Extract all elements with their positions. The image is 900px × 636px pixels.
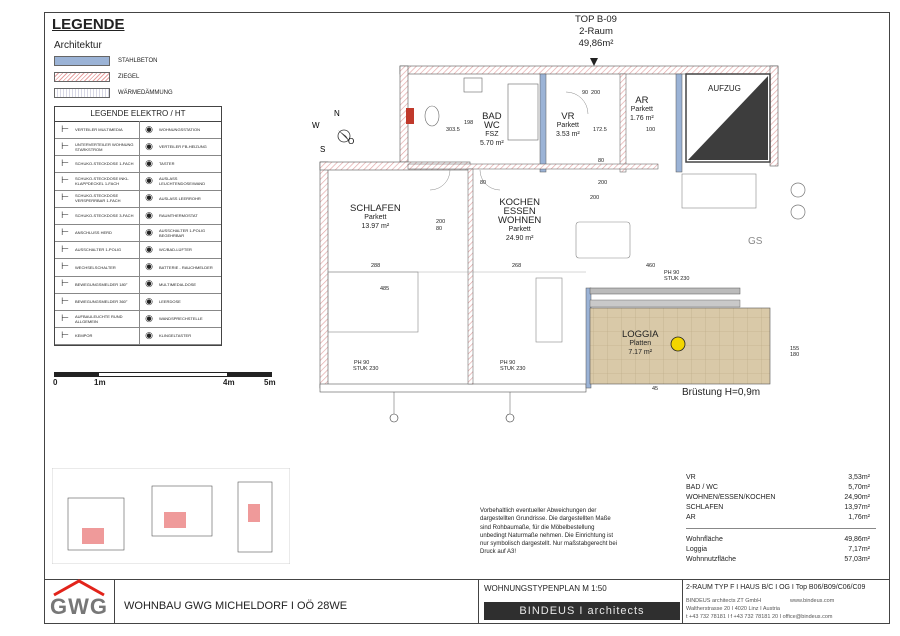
legend-row	[55, 190, 221, 208]
area-total-row	[686, 556, 876, 565]
footer-separator	[114, 579, 115, 624]
room-loggia	[622, 330, 658, 357]
symbol-icon: ⊢	[61, 243, 69, 254]
web-link[interactable]: www.bindeus.com	[790, 598, 835, 604]
unit-type: 2-Raum	[579, 26, 613, 37]
room-vr	[556, 112, 580, 139]
area-label: VR	[686, 474, 696, 481]
room-name: AR	[635, 95, 649, 106]
dimension-label: STUK 230	[664, 276, 690, 282]
room-floor: Parkett	[364, 214, 387, 221]
symbol-icon: ⊢	[61, 209, 69, 220]
symbol-icon: ◉	[145, 312, 153, 323]
railing-label: Brüstung H=0,9m	[682, 387, 761, 398]
area-value: 1,76m²	[848, 514, 870, 521]
legend-row	[55, 207, 221, 225]
room-aufzug	[708, 84, 741, 93]
area-row	[686, 504, 876, 513]
symbol-icon: ◉	[145, 329, 153, 340]
legend-row-right: KLINGELTASTER	[159, 333, 192, 339]
room-area: 24.90 m²	[505, 235, 534, 242]
material-label: STAHLBETON	[118, 58, 158, 64]
area-value: 49,86m²	[844, 536, 870, 543]
elektro-legend-title: LEGENDE ELEKTRO / HT	[55, 107, 221, 122]
legend-row-left: SCHUKO-STECKDOSE INKL. KLAPPDECKEL 1-FACH	[75, 176, 130, 187]
scale-label: 5m	[264, 378, 276, 387]
symbol-icon: ⊢	[61, 329, 69, 340]
legend-row-left: VERTEILER MULTIMEDIA	[75, 127, 123, 132]
room-floor: Parkett	[630, 106, 653, 113]
dimension-label: 303.5	[446, 127, 460, 133]
dimension-label: 288	[371, 263, 381, 269]
symbol-icon: ⊢	[61, 295, 69, 306]
footer-separator	[478, 579, 479, 624]
legend-row-left: BEWEGUNGSMELDER 360°	[75, 299, 128, 304]
footer-separator	[682, 579, 683, 624]
legend-row	[55, 276, 221, 294]
scale-segment	[228, 372, 272, 377]
symbol-icon: ⊢	[61, 157, 69, 168]
svg-text:W: W	[312, 121, 320, 130]
legend-row	[55, 121, 221, 139]
svg-text:S: S	[320, 145, 326, 154]
legend-row-right: AUSLASS LEUCHTENDOSE/WAND	[159, 176, 206, 187]
area-label: BAD / WC	[686, 484, 718, 491]
dimension-label: 268	[512, 263, 522, 269]
room-name: KOCHEN	[499, 197, 540, 208]
swatch-waermedaemmung	[54, 88, 110, 98]
legend-row-right: TASTER	[159, 161, 175, 167]
symbol-icon: ◉	[145, 157, 153, 168]
dimension-label: 198	[464, 120, 474, 126]
contact-line: BINDEUS architects ZT GmbH	[686, 598, 762, 604]
symbol-icon: ⊢	[61, 175, 69, 186]
scale-label: 4m	[223, 378, 235, 387]
room-floor: Parkett	[556, 122, 579, 129]
room-area: 1.76 m²	[630, 115, 654, 122]
symbol-icon: ◉	[145, 226, 153, 237]
architect-brand: BINDEUS I architects	[484, 602, 680, 620]
dimension-label: 80	[480, 180, 487, 186]
dimension-label: 200	[591, 90, 601, 96]
legend-row-right: RAUMTHERMOSTAT	[159, 213, 198, 218]
swatch-stahlbeton	[54, 56, 110, 66]
area-label: WOHNEN/ESSEN/KOCHEN	[686, 494, 776, 501]
unit-area: 49,86m²	[578, 38, 614, 49]
dimension-label: 80	[598, 158, 605, 164]
dimension-label: STUK 230	[500, 366, 526, 372]
swatch-ziegel	[54, 72, 110, 82]
room-name: SCHLAFEN	[350, 203, 401, 214]
area-value: 5,70m²	[848, 484, 870, 491]
area-label: Loggia	[686, 546, 708, 553]
dimension-label: 200	[436, 219, 446, 225]
room-bad	[480, 112, 504, 148]
area-value: 13,97m²	[844, 504, 870, 511]
room-name: WC	[483, 120, 500, 131]
legend-row-right: AUSSCHALTER 1-POLIG BEGEHRBAR	[159, 227, 206, 238]
room-area: 13.97 m²	[361, 223, 390, 230]
unit-title: TOP B-09	[575, 14, 617, 25]
room-area: 5.70 m²	[480, 140, 504, 147]
north-arrow-icon	[312, 109, 354, 154]
area-row	[686, 514, 876, 523]
dimension-label: 90	[582, 90, 589, 96]
plan-type: 2-RAUM TYP F I HAUS B/C I OG I Top B06/B09/C06/C09	[686, 584, 866, 591]
symbol-icon: ◉	[145, 175, 153, 186]
disclaimer-notes: Vorbehaltlich eventueller Abweichungen der dargestellten Grundrisse. Die dargestellten Maße sind Rohbaumaße, für die Möbelbestellung unbedingt Naturmaße nehmen. Die Einrichtung ist nur symbolisch dargestellt. Nur maßstabgerecht bei Druck auf A3!	[480, 508, 618, 556]
area-value: 24,90m²	[844, 494, 870, 501]
dimension-label: STUK 230	[353, 366, 379, 372]
room-floor: FSZ	[485, 131, 499, 138]
dimension-label: PH 90	[664, 270, 680, 276]
symbol-icon: ◉	[145, 243, 153, 254]
legend-row-right: BATTERIE - RAUCHMELDER	[159, 264, 213, 270]
legend-row-left: BEWEGUNGSMELDER 180°	[75, 281, 128, 287]
dimension-label: GS	[748, 236, 763, 247]
legend-row	[55, 259, 221, 277]
architecture-label: Architektur	[54, 40, 102, 51]
legend-row-right: MULTIMEDIA-DOSE	[159, 281, 197, 287]
scale-segment	[98, 372, 228, 377]
room-name: WOHNEN	[498, 215, 542, 226]
dimension-label: 200	[598, 180, 608, 186]
legend-row-right: VERTEILER FB-HEIZUNG	[159, 144, 207, 150]
legend-row	[55, 310, 221, 328]
legend-row	[55, 138, 221, 156]
room-name: AUFZUG	[708, 84, 741, 93]
scale-bar	[54, 372, 272, 377]
symbol-icon: ⊢	[61, 312, 69, 323]
dimension-label: PH 90	[354, 360, 370, 366]
room-name: BAD	[482, 111, 502, 122]
room-schlafen	[350, 204, 401, 231]
area-row	[686, 494, 876, 503]
room-area: 7.17 m²	[628, 349, 653, 356]
dimension-label: 172.5	[593, 127, 607, 133]
symbol-icon: ◉	[145, 192, 153, 203]
dimension-label: PH 90	[500, 360, 516, 366]
area-label: SCHLAFEN	[686, 504, 724, 511]
scale-label: 0	[53, 378, 58, 387]
area-value: 57,03m²	[844, 556, 870, 563]
unit-header	[556, 14, 636, 50]
legend-row	[55, 293, 221, 311]
symbol-icon: ◉	[145, 123, 153, 134]
legend-row-left: SCHUKO-STECKDOSE 3-FACH	[75, 213, 134, 218]
project-title: WOHNBAU GWG MICHELDORF I OÖ 28WE	[124, 600, 348, 612]
dimension-label: 155	[790, 346, 800, 352]
plan-title: WOHNUNGSTYPENPLAN M 1:50	[484, 584, 607, 593]
symbol-icon: ◉	[145, 140, 153, 151]
legend-row	[55, 327, 221, 345]
area-label: Wohnnutzfläche	[686, 556, 737, 563]
dimension-label: 100	[646, 127, 656, 133]
room-area: 3.53 m²	[556, 131, 580, 138]
dimension-label: 45	[652, 386, 659, 392]
area-label: Wohnfläche	[686, 536, 723, 543]
scale-label: 1m	[94, 378, 106, 387]
dimension-label: 80	[436, 226, 443, 232]
svg-text:O: O	[348, 137, 355, 146]
legend-row	[55, 241, 221, 259]
footer-divider	[44, 579, 890, 580]
area-total-row	[686, 546, 876, 555]
legend-row-left: SCHUKO-STECKDOSE VERSPERRBAR 1-FACH	[75, 193, 121, 204]
floor-plan	[300, 52, 810, 432]
room-name: ESSEN	[503, 206, 536, 217]
material-label: WÄRMEDÄMMUNG	[118, 90, 173, 96]
area-value: 3,53m²	[848, 474, 870, 481]
symbol-icon: ⊢	[61, 123, 69, 134]
logo-text: GWG	[50, 594, 108, 619]
legend-row	[55, 224, 221, 242]
gwg-logo	[44, 579, 114, 624]
dimension-label: 200	[590, 195, 600, 201]
dimension-label: 180	[790, 352, 800, 358]
legend-row-left: ANSCHLUSS HERD	[75, 230, 112, 236]
legend-row-left: AUSSCHALTER 1-POLIG	[75, 247, 122, 253]
room-kochen-essen-wohnen	[498, 198, 541, 243]
legend-row-left: KEMPOR	[75, 333, 93, 339]
dimension-label: 485	[380, 286, 390, 292]
area-value: 7,17m²	[848, 546, 870, 553]
room-name: LOGGIA	[622, 329, 659, 340]
elektro-legend	[54, 106, 222, 346]
legend-row	[55, 155, 221, 173]
legend-row-left: AUFBAULEUCHTE RUND ALLGEMEIN	[75, 313, 123, 324]
symbol-icon: ⊢	[61, 226, 69, 237]
symbol-icon: ◉	[145, 295, 153, 306]
contact-line: t +43 732 78181 I f +43 732 78181 20 I office@bindeus.com	[686, 614, 833, 620]
room-ar	[630, 96, 654, 123]
symbol-icon: ◉	[145, 278, 153, 289]
room-floor: Platten	[629, 340, 652, 347]
legend-row-right: AUSLASS LEERROHR	[159, 195, 201, 201]
legend-divider	[139, 121, 140, 345]
legend-row-left: UNTERVERTEILER WOHNUNG STARKSTROM	[75, 141, 134, 152]
symbol-icon: ⊢	[61, 278, 69, 289]
area-label: AR	[686, 514, 696, 521]
legend-row-right: LEERDOSE	[159, 299, 181, 304]
legend-row-right: WOHNUNGSSTATION	[159, 127, 200, 132]
building-overview	[52, 468, 290, 564]
legend-row-right: WANDSPRECHSTELLE	[159, 316, 203, 322]
dimension-label: 460	[646, 263, 656, 269]
area-divider	[686, 528, 876, 529]
legend-row	[55, 173, 221, 191]
legend-row-right: WC/BAD-LÜFTER	[159, 247, 192, 253]
symbol-icon: ◉	[145, 261, 153, 272]
legend-title: LEGENDE	[52, 16, 125, 33]
symbol-icon: ⊢	[61, 140, 69, 151]
room-floor: Parkett	[508, 226, 531, 233]
contact-line: Waltherstrasse 20 I 4020 Linz I Austria	[686, 606, 780, 612]
symbol-icon: ⊢	[61, 261, 69, 272]
area-row	[686, 474, 876, 483]
area-total-row	[686, 536, 876, 545]
symbol-icon: ⊢	[61, 192, 69, 203]
material-label: ZIEGEL	[118, 74, 140, 80]
area-row	[686, 484, 876, 493]
scale-segment	[54, 372, 98, 377]
legend-row-left: SCHUKO-STECKDOSE 1-FACH	[75, 161, 134, 167]
room-name: VR	[561, 111, 575, 122]
legend-row-left: WECHSELSCHALTER	[75, 264, 116, 270]
symbol-icon: ◉	[145, 209, 153, 220]
svg-text:N: N	[334, 109, 340, 118]
